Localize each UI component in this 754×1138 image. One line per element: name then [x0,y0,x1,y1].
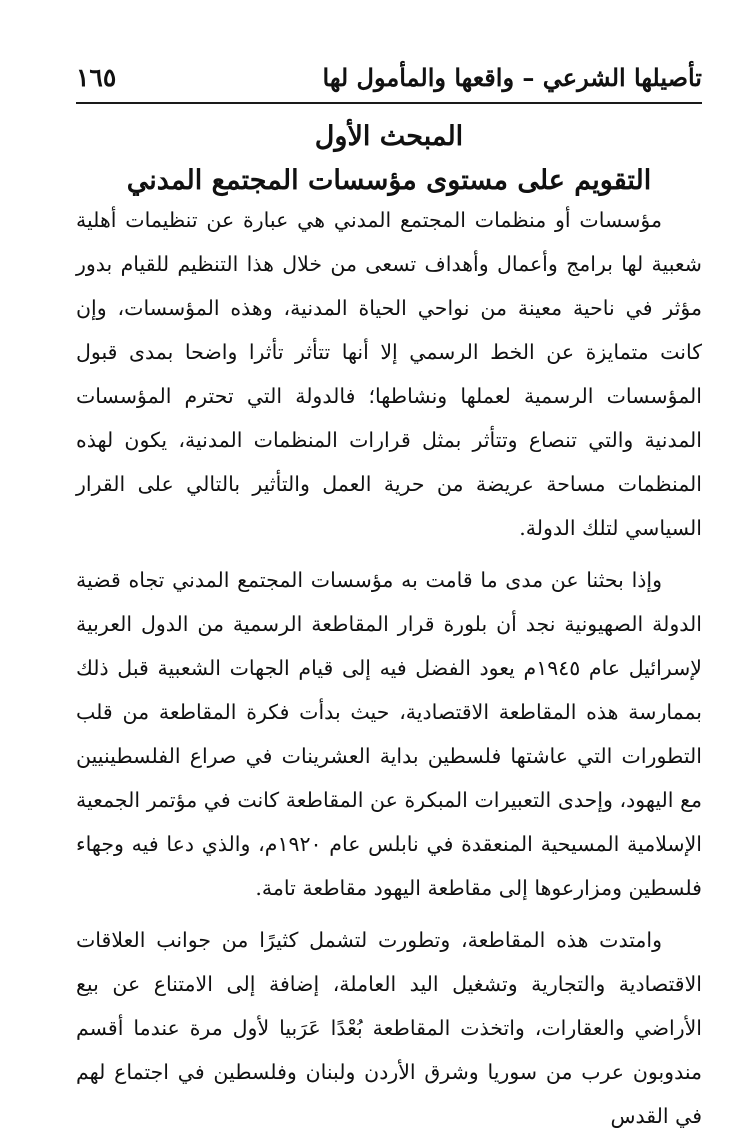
paragraph-1: مؤسسات أو منظمات المجتمع المدني هي عبارة عن تنظيمات أهلية شعبية لها برامج وأعمال وأهداف تسعى من خلال هذا التنظيم للقيام بدور مؤثر في ناحية معينة من نواحي الحياة المدنية، وهذه المؤسسات، وإن كانت متمايزة عن الخط الرسمي إلا أنها تتأثر تأثرا واضحا بمدى قبول المؤسسات الرسمية لعملها ونشاطها؛ فالدولة التي تحترم المؤسسات المدنية والتي تنصاع وتتأثر بمثل قرارات المنظمات المدنية، يكون لهذه المنظمات مساحة عريضة من حرية العمل والتأثير بالتالي على القرار السياسي لتلك الدولة. [76,208,702,540]
section-subheading: التقويم على مستوى مؤسسات المجتمع المدني [126,165,652,196]
running-header [76,56,702,98]
section-heading: المبحث الأول [314,121,464,152]
body-text [76,198,702,1138]
paragraph-3: وامتدت هذه المقاطعة، وتطورت لتشمل كثيرًا من جوانب العلاقات الاقتصادية والتجارية وتشغيل اليد العاملة، إضافة إلى الامتناع عن بيع الأراضي والعقارات، واتخذت المقاطعة بُعْدًا عَرَبيا لأول مرة عندما أقسم مندوبون عرب من سوريا وشرق الأردن ولبنان وفلسطين في اجتماع لهم في القدس [76,928,702,1128]
paragraph-2: وإذا بحثنا عن مدى ما قامت به مؤسسات المجتمع المدني تجاه قضية الدولة الصهيونية نجد أن بلورة قرار المقاطعة الرسمية من الدول العربية لإسرائيل عام ١٩٤٥م يعود الفضل فيه إلى قيام الجهات الشعبية قبل ذلك بممارسة هذه المقاطعة الاقتصادية، حيث بدأت فكرة المقاطعة من قلب التطورات التي عاشتها فلسطين بداية العشرينات في صراع الفلسطينيين مع اليهود، وإحدى التعبيرات المبكرة عن المقاطعة كانت في مؤتمر الجمعية الإسلامية المسيحية المنعقدة في نابلس عام ١٩٢٠م، والذي دعا فيه وجهاء فلسطين ومزارعوها إلى مقاطعة اليهود مقاطعة تامة. [76,568,703,900]
header-divider [76,102,702,104]
running-title: تأصيلها الشرعي – واقعها والمأمول لها [322,62,702,92]
page-number: ١٦٥ [76,62,117,92]
